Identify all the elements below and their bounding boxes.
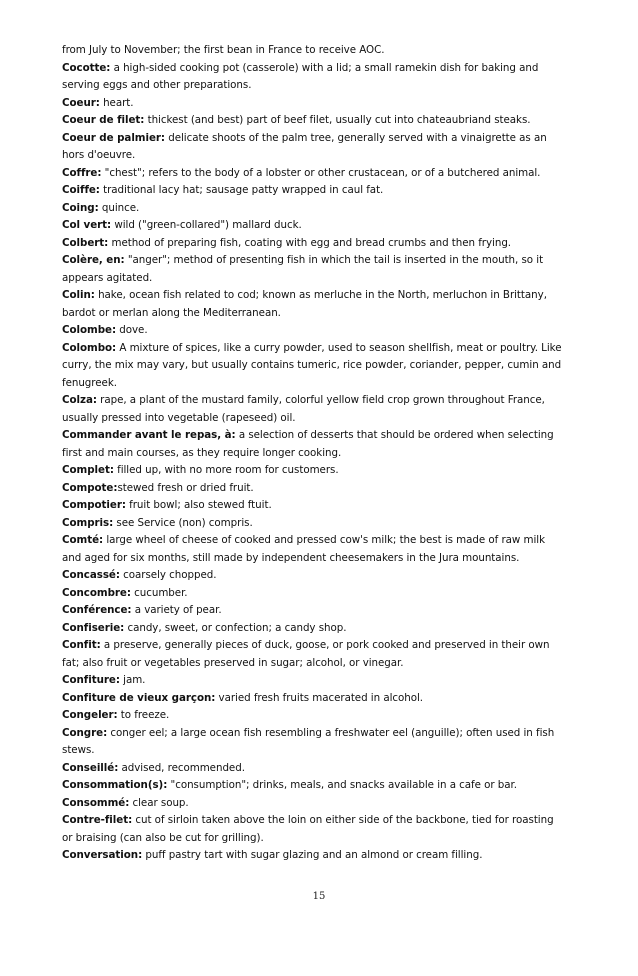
glossary-term: Concassé: — [62, 569, 120, 581]
glossary-entry — [62, 392, 562, 427]
glossary-definition: A mixture of spices, like a curry powder, used to season shellfish, meat or poultry. Like curry, the mix may vary, but usually contains tumeric, rice powder, coriander, pepper, cumin and fenugreek. — [62, 341, 562, 389]
glossary-term: Coeur de filet: — [62, 114, 145, 126]
glossary-entry — [62, 322, 562, 340]
glossary-entry — [62, 847, 562, 865]
glossary-definition: "anger"; method of presenting fish in which the tail is inserted in the mouth, so it appears agitated. — [62, 254, 544, 284]
glossary-entry — [62, 532, 562, 567]
glossary-term: Coffre: — [62, 166, 102, 179]
glossary-entry — [62, 812, 562, 847]
glossary-entry — [62, 760, 562, 778]
glossary-entry — [62, 217, 562, 235]
glossary-entry — [62, 130, 562, 165]
glossary-entry — [62, 672, 562, 690]
glossary-entry — [62, 287, 562, 322]
glossary-entry — [62, 515, 562, 533]
glossary-term: Conférence: — [62, 604, 132, 616]
glossary-definition: cut of sirloin taken above the loin on either side of the backbone, tied for roasting or braising (can also be cut for grilling). — [62, 814, 554, 844]
glossary-term: Confiserie: — [62, 621, 125, 634]
glossary-term: Cocotte: — [62, 61, 111, 74]
glossary-definition: conger eel; a large ocean fish resembling a freshwater eel (anguille); often used in fish stews. — [62, 726, 555, 756]
glossary-term: Compris: — [62, 516, 114, 529]
glossary-entry — [62, 252, 562, 287]
glossary-term: Coing: — [62, 201, 99, 214]
glossary-entry — [62, 462, 562, 480]
glossary-definition: large wheel of cheese of cooked and pressed cow's milk; the best is made of raw milk and aged for six months, still made by independent cheesemakers in the Jura mountains. — [62, 534, 546, 564]
glossary-term: Coeur: — [62, 96, 100, 109]
glossary-entry — [62, 690, 562, 708]
glossary-term: Confit: — [62, 639, 101, 651]
glossary-definition: jam. — [119, 674, 146, 686]
glossary-entry — [62, 620, 562, 638]
glossary-entry — [62, 112, 562, 130]
glossary-body — [62, 42, 562, 865]
glossary-definition: stewed fresh or dried fruit. — [117, 481, 254, 494]
glossary-definition: "consumption"; drinks, meals, and snacks available in a cafe or bar. — [167, 779, 517, 791]
glossary-definition: rape, a plant of the mustard family, colorful yellow field crop grown throughout France, usually pressed into vegetable (rapeseed) oil. — [62, 394, 545, 424]
glossary-term: Congre: — [62, 726, 108, 739]
glossary-term: Colombe: — [62, 324, 117, 336]
glossary-entry — [62, 707, 562, 725]
glossary-definition: delicate shoots of the palm tree, generally served with a vinaigrette as an hors d'oeuvre. — [62, 131, 547, 161]
glossary-entry — [62, 182, 562, 200]
glossary-term: Colin: — [62, 289, 95, 301]
glossary-entry — [62, 60, 562, 95]
glossary-entry — [62, 235, 562, 253]
glossary-term: Consommation(s): — [62, 779, 168, 791]
glossary-entry-list — [62, 60, 562, 865]
glossary-definition: to freeze. — [117, 709, 170, 721]
glossary-entry — [62, 200, 562, 218]
glossary-term: Congeler: — [62, 709, 118, 721]
glossary-term: Complet: — [62, 464, 114, 476]
glossary-definition: method of preparing fish, coating with egg and bread crumbs and then frying. — [108, 236, 512, 249]
glossary-definition: coarsely chopped. — [119, 569, 217, 581]
glossary-entry — [62, 427, 562, 462]
glossary-definition: dove. — [116, 324, 148, 336]
glossary-definition: wild ("green-collared") mallard duck. — [111, 219, 302, 231]
glossary-entry — [62, 777, 562, 795]
glossary-term: Col vert: — [62, 219, 112, 231]
glossary-term: Commander avant le repas, à: — [62, 429, 236, 441]
glossary-definition: see Service (non) compris. — [113, 516, 253, 529]
glossary-term: Coiffe: — [62, 184, 100, 196]
glossary-entry — [62, 725, 562, 760]
glossary-term: Compotier: — [62, 499, 126, 511]
glossary-definition: puff pastry tart with sugar glazing and an almond or cream filling. — [142, 849, 483, 861]
glossary-entry — [62, 567, 562, 585]
glossary-term: Contre-filet: — [62, 814, 133, 826]
glossary-term: Compote: — [62, 481, 118, 494]
glossary-definition: filled up, with no more room for customers. — [113, 464, 339, 476]
glossary-definition: fruit bowl; also stewed ftuit. — [125, 499, 272, 511]
glossary-term: Consommé: — [62, 796, 130, 809]
glossary-definition: candy, sweet, or confection; a candy shop. — [124, 621, 347, 634]
glossary-term: Concombre: — [62, 586, 131, 599]
glossary-definition: heart. — [99, 96, 134, 109]
glossary-entry — [62, 95, 562, 113]
glossary-term: Confiture de vieux garçon: — [62, 691, 216, 704]
glossary-term: Confiture: — [62, 674, 120, 686]
page-number: 15 — [312, 891, 326, 902]
glossary-definition: thickest (and best) part of beef filet, usually cut into chateaubriand steaks. — [144, 114, 531, 126]
glossary-definition: a selection of desserts that should be ordered when selecting first and main courses, as they require longer cooking. — [62, 429, 554, 459]
glossary-entry — [62, 602, 562, 620]
glossary-definition: hake, ocean fish related to cod; known as merluche in the North, merluchon in Brittany, bardot or merlan along the Mediterranean. — [62, 289, 547, 319]
glossary-definition: a preserve, generally pieces of duck, goose, or pork cooked and preserved in their own fat; also fruit or vegetables preserved in sugar; alcohol, or vinegar. — [62, 639, 550, 669]
glossary-definition: clear soup. — [129, 796, 189, 809]
glossary-term: Colbert: — [62, 236, 109, 249]
glossary-entry — [62, 340, 562, 393]
glossary-definition: traditional lacy hat; sausage patty wrapped in caul fat. — [99, 184, 384, 196]
intro-line: from July to November; the first bean in France to receive AOC. — [62, 44, 385, 56]
glossary-term: Colombo: — [62, 341, 117, 354]
glossary-entry — [62, 637, 562, 672]
glossary-definition: advised, recommended. — [118, 761, 245, 774]
glossary-entry — [62, 165, 562, 183]
glossary-entry — [62, 480, 562, 498]
glossary-entry — [62, 585, 562, 603]
glossary-term: Conseillé: — [62, 761, 119, 774]
glossary-entry — [62, 497, 562, 515]
glossary-term: Comté: — [62, 534, 104, 546]
glossary-definition: "chest"; refers to the body of a lobster or other crustacean, or of a butchered animal. — [101, 166, 541, 179]
glossary-term: Coeur de palmier: — [62, 131, 165, 144]
glossary-definition: quince. — [98, 201, 140, 214]
glossary-definition: varied fresh fruits macerated in alcohol. — [215, 691, 424, 704]
glossary-definition: cucumber. — [130, 586, 188, 599]
glossary-term: Colza: — [62, 394, 97, 406]
glossary-definition: a high-sided cooking pot (casserole) with a lid; a small ramekin dish for baking and serving eggs and other preparations. — [62, 61, 539, 91]
glossary-term: Colère, en: — [62, 254, 125, 266]
glossary-term: Conversation: — [62, 849, 143, 861]
glossary-definition: a variety of pear. — [131, 604, 222, 616]
glossary-entry — [62, 795, 562, 813]
